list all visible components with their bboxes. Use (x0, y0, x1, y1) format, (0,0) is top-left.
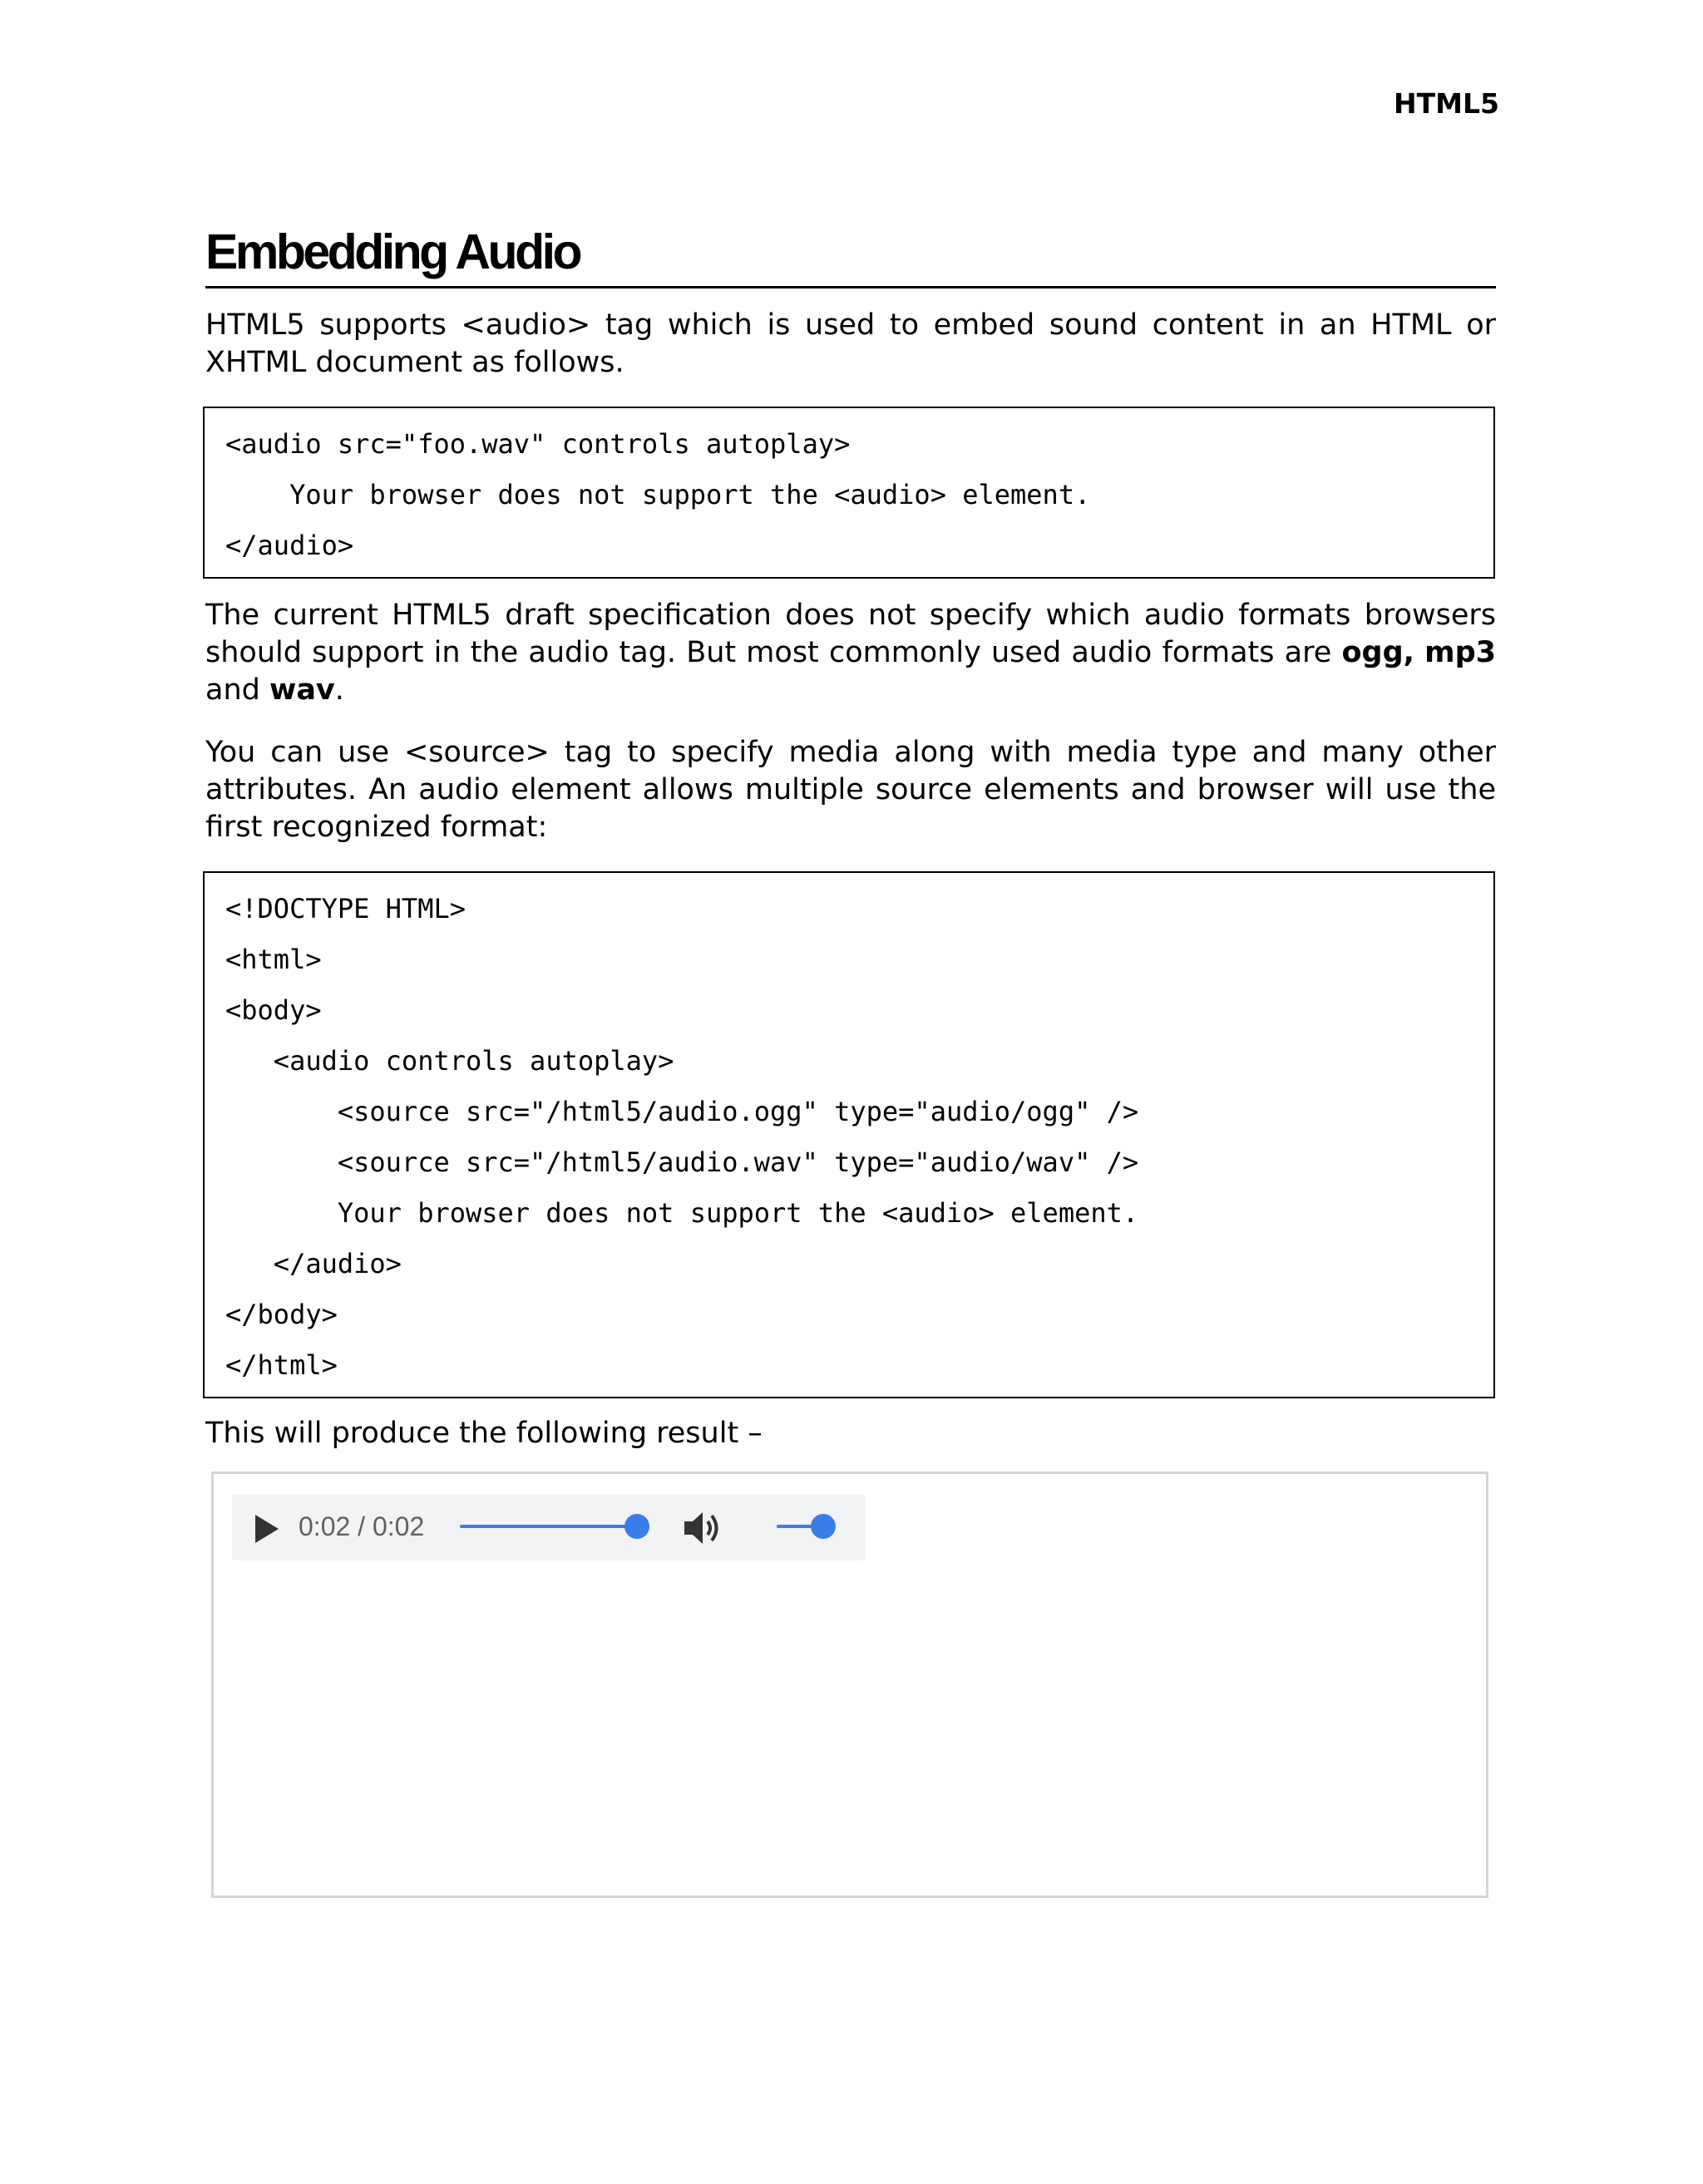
page-content (205, 224, 1496, 1452)
code-line: <audio controls autoplay> (225, 1044, 674, 1077)
progress-slider[interactable] (460, 1525, 636, 1528)
audio-player[interactable] (232, 1494, 866, 1560)
code-line: </html> (225, 1348, 338, 1381)
source-paragraph: You can use <source> tag to specify media along with media type and many other attributes. An audio element allows multiple source elements and browser will use the first recognized format: (205, 735, 1496, 844)
code-line: </audio> (225, 1247, 402, 1279)
formats-paragraph (205, 597, 1496, 709)
code-example-1 (203, 407, 1495, 579)
code-line: <audio src="foo.wav" controls autoplay> (225, 427, 851, 460)
formats-text: The current HTML5 draft specification does not specify which audio formats browsers should support in the audio tag. But most commonly used audio formats are (205, 598, 1496, 669)
intro-paragraph: HTML5 supports <audio> tag which is used to embed sound content in an HTML or XHTML document as follows. (205, 308, 1496, 379)
volume-icon[interactable] (681, 1508, 724, 1548)
format-mp3: mp3 (1424, 635, 1496, 669)
section-title: Embedding Audio (205, 224, 1496, 288)
play-icon[interactable] (255, 1515, 279, 1543)
code-line: <!DOCTYPE HTML> (225, 892, 466, 924)
formats-end: . (334, 673, 344, 707)
code-line: </body> (225, 1298, 338, 1330)
formats-joiner: and (205, 673, 269, 707)
result-intro: This will produce the following result – (205, 1416, 763, 1450)
code-line: </audio> (225, 529, 354, 561)
code-example-2 (203, 871, 1495, 1398)
volume-knob[interactable] (811, 1514, 836, 1539)
progress-knob[interactable] (624, 1514, 649, 1539)
running-header: HTML5 (1394, 87, 1499, 120)
code-line: Your browser does not support the <audio> element. (225, 1196, 1139, 1229)
time-display: 0:02 / 0:02 (299, 1511, 425, 1541)
code-line: <source src="/html5/audio.ogg" type="audio/ogg" /> (225, 1095, 1139, 1127)
result-frame (211, 1472, 1488, 1898)
format-ogg: ogg, (1341, 635, 1414, 669)
code-line: <source src="/html5/audio.wav" type="audio/wav" /> (225, 1146, 1139, 1178)
code-line: Your browser does not support the <audio> element. (225, 478, 1091, 510)
format-wav: wav (269, 673, 335, 707)
code-line: <body> (225, 993, 322, 1026)
code-line: <html> (225, 943, 322, 975)
